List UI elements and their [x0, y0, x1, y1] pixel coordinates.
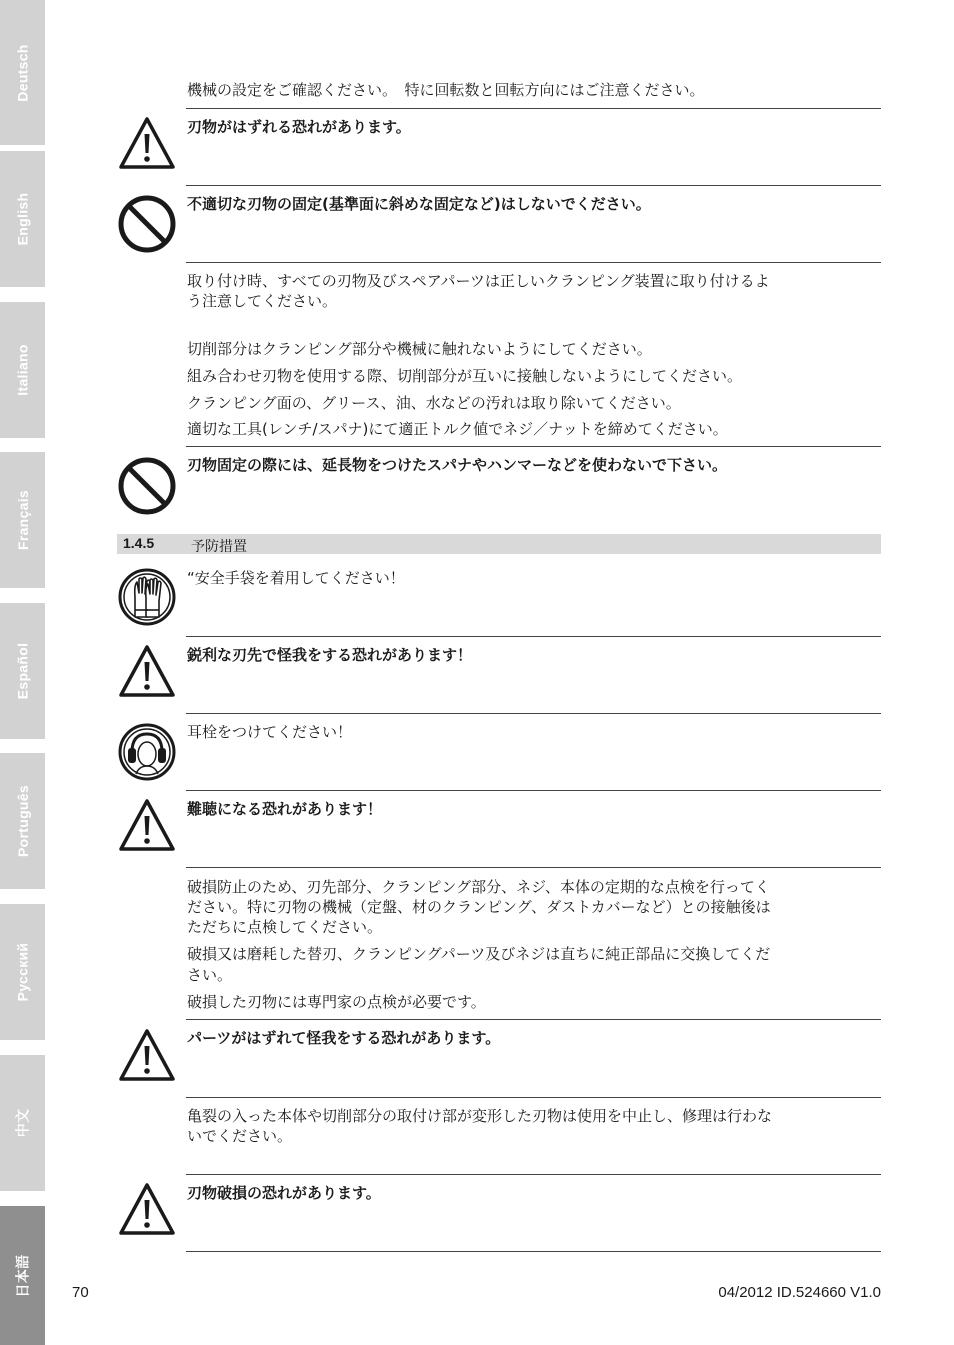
tab-espanol[interactable]: [0, 603, 45, 739]
divider: [186, 867, 881, 868]
instruction-text: 適切な工具(レンチ/スパナ)にて適正トルク値でネジ／ナットを締めてください。: [187, 420, 728, 438]
tab-deutsch[interactable]: [0, 0, 45, 145]
instruction-text: 取り付け時、すべての刃物及びスペアパーツは正しいクランピング装置に取り付けるよ: [187, 272, 770, 290]
tab-japanese[interactable]: [0, 1206, 45, 1345]
divider: [186, 1097, 881, 1098]
divider: [186, 446, 881, 447]
warning-text: 刃物破損の恐れがあります。: [187, 1184, 381, 1202]
section-number: 1.4.5: [123, 535, 155, 551]
instruction-text: う注意してください。: [187, 292, 338, 310]
divider: [186, 1174, 881, 1175]
prohibition-icon: [117, 194, 177, 254]
tab-italiano[interactable]: [0, 302, 45, 438]
tab-label: Français: [14, 490, 31, 550]
tab-label: English: [14, 192, 31, 246]
tab-label: Deutsch: [14, 43, 31, 102]
prohibition-text: 刃物固定の際には、延長物をつけたスパナやハンマーなどを使わないで下さい。: [187, 456, 728, 474]
instruction-text: 破損又は磨耗した替刃、クランピングパーツ及びネジは直ちに純正部品に交換してくだ: [187, 945, 771, 963]
tab-label: 中文: [14, 1108, 31, 1138]
tab-portugues[interactable]: [0, 753, 45, 889]
instruction-text: ださい。特に刃物の機械（定盤、材のクランピング、ダストカバーなど）との接触後は: [187, 898, 771, 916]
instruction-text: クランピング面の、グリース、油、水などの汚れは取り除いてください。: [187, 394, 681, 412]
tab-label: Italiano: [14, 344, 31, 396]
safety-gloves-icon: [117, 567, 177, 627]
instruction-text: 亀裂の入った本体や切削部分の取付け部が変形した刃物は使用を中止し、修理は行わな: [187, 1107, 773, 1125]
instruction-text: 破損した刃物には専門家の点検が必要です。: [187, 993, 486, 1011]
divider: [186, 185, 881, 186]
section-heading: [117, 534, 881, 554]
tab-chinese[interactable]: [0, 1055, 45, 1191]
tab-label: Русский: [14, 942, 31, 1002]
warning-text: パーツがはずれて怪我をする恐れがあります。: [187, 1029, 501, 1047]
warning-text: 刃物がはずれる恐れがあります。: [187, 118, 411, 136]
prohibition-icon: [117, 456, 177, 516]
divider: [186, 1019, 881, 1020]
warning-icon: [118, 1182, 176, 1236]
page-number: 70: [72, 1284, 89, 1301]
warning-icon: [118, 1028, 176, 1082]
gloves-instruction: “安全手袋を着用してください！: [187, 569, 405, 587]
tab-francais[interactable]: [0, 452, 45, 588]
tab-label: 日本語: [14, 1254, 31, 1297]
instruction-text: いでください。: [187, 1127, 293, 1145]
divider: [186, 108, 881, 109]
tab-russian[interactable]: [0, 904, 45, 1040]
divider: [186, 262, 881, 263]
ear-protection-icon: [117, 722, 177, 782]
instruction-text: ただちに点検してください。: [187, 918, 383, 936]
ear-instruction: 耳栓をつけてください！: [187, 723, 353, 741]
instruction-text: 切削部分はクランピング部分や機械に触れないようにしてください。: [187, 340, 652, 358]
divider: [186, 636, 881, 637]
warning-icon: [118, 644, 176, 698]
warning-icon: [118, 798, 176, 852]
document-id: 04/2012 ID.524660 V1.0: [718, 1284, 881, 1301]
instruction-text: 組み合わせ刃物を使用する際、切削部分が互いに接触しないようにしてください。: [187, 367, 743, 385]
divider: [186, 790, 881, 791]
language-sidebar: [0, 0, 45, 1345]
warning-text: 鋭利な刃先で怪我をする恐れがあります！: [187, 646, 473, 664]
instruction-text: さい。: [187, 966, 233, 984]
instruction-text: 破損防止のため、刃先部分、クランピング部分、ネジ、本体の定期的な点検を行ってく: [187, 878, 770, 896]
warning-text: 難聴になる恐れがあります！: [187, 800, 383, 818]
warning-icon: [118, 116, 176, 170]
section-title: 予防措置: [191, 539, 247, 555]
divider: [186, 1251, 881, 1252]
intro-text: 機械の設定をご確認ください。 特に回転数と回転方向にはご注意ください。: [187, 81, 705, 99]
tab-label: Español: [14, 642, 31, 700]
prohibition-text: 不適切な刃物の固定(基準面に斜めな固定など)はしないでください。: [187, 195, 651, 213]
tab-label: Português: [14, 785, 31, 857]
divider: [186, 713, 881, 714]
tab-english[interactable]: [0, 151, 45, 287]
